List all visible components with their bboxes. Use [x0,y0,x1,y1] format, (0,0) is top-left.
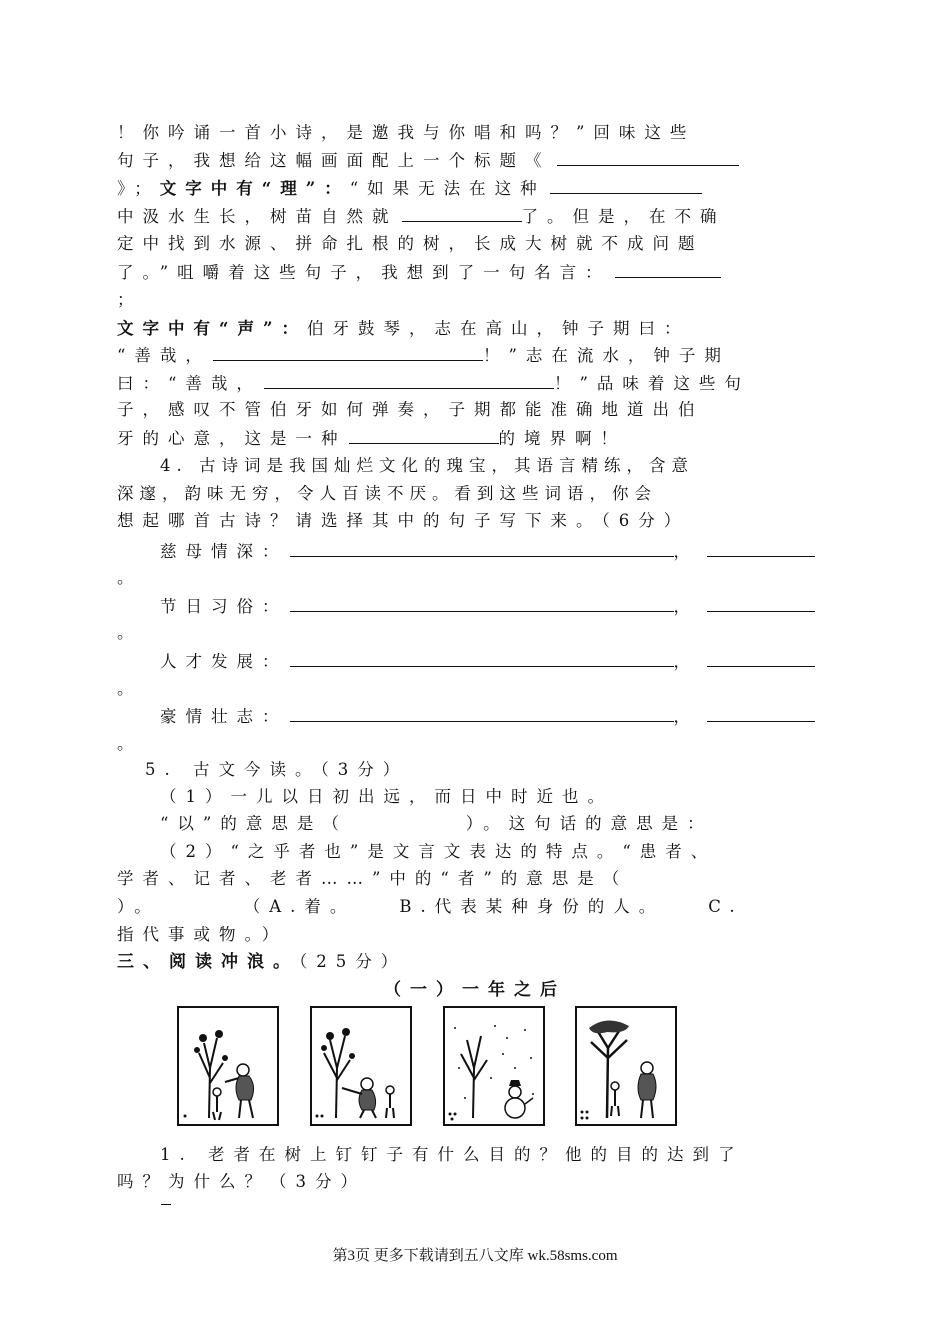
text-line: 子，感叹不管伯牙如何弹奏，子期都能准确地道出伯 [117,400,704,419]
poem-answer-row: 豪情壮志： ， [160,703,835,729]
question-4-text: 4. 古诗词是我国灿烂文化的瑰宝，其语言精练，含意 [160,456,694,475]
answer-blank[interactable] [615,259,721,278]
answer-blank[interactable] [707,703,815,722]
cartoon-panel-1 [177,1006,279,1126]
text-line: 学者、记者、老者……”中的“者”的意思是（ [117,869,629,888]
text-line: 文字中有“声”：伯牙鼓琴，志在高山，钟子期曰： [117,319,690,338]
text-line: ）。 （A.着。 B.代表某种身份的人。 C. [117,897,744,916]
answer-blank[interactable] [707,593,815,612]
text-line: 。 [117,623,143,642]
grown-tree-illustration [577,1008,675,1124]
text-line: “善哉， ！”志在流水，钟子期 [117,342,835,368]
reading-question-1: 1. 老者在树上钉钉子有什么目的？他的目的达到了 [160,1145,744,1164]
text-line: 了。”咀嚼着这些句子，我想到了一句名言： [117,259,835,285]
answer-blank[interactable] [707,538,815,557]
text-line: 牙的心意，这是一种 的境界啊！ [117,425,835,451]
answer-line-start [161,1204,171,1205]
text-line: 中汲水生长，树苗自然就 了。但是，在不确 [117,203,835,229]
cartoon-strip [177,1006,777,1126]
spring-tree-illustration [179,1008,277,1124]
answer-blank[interactable] [290,648,674,667]
winter-snowman-illustration [445,1008,543,1124]
answer-blank[interactable] [550,175,702,194]
answer-blank[interactable] [349,425,499,444]
cartoon-panel-2 [310,1006,412,1126]
story-title: （一）一年之后 [384,980,566,1000]
text-line: 定中找到水源、拼命扎根的树，长成大树就不成问题 [117,234,704,253]
answer-blank[interactable] [213,342,483,361]
answer-blank[interactable] [290,593,674,612]
text-line: （1）一儿以日初出远，而日中时近也。 [160,787,613,806]
section-3-heading: 三、阅读冲浪。（25分） [117,952,407,972]
text-line: 指代事或物。） [117,925,288,944]
answer-blank[interactable] [290,703,674,722]
text-line: ； [117,290,143,309]
text-line: 。 [117,568,143,587]
text-line: 。 [117,679,143,698]
poem-answer-row: 节日习俗： ， [160,593,835,619]
text-line: 想起哪首古诗？请选择其中的句子写下来。（6分） [117,511,690,530]
cartoon-panel-3 [443,1006,545,1126]
text-line: 句子，我想给这幅画面配上一个标题《 [117,147,835,173]
page-footer: 第3页 更多下载请到五八文库 wk.58sms.com [332,1248,618,1264]
text-line: 吗？为什么？（3分） [117,1172,366,1191]
text-line: （2）“之乎者也”是文言文表达的特点。“患者、 [160,842,717,861]
text-line: 深邃，韵味无穷，令人百读不厌。看到这些词语，你会 [117,484,657,503]
text-line: 曰：“善哉， ！”品味着这些句 [117,370,835,396]
cartoon-panel-4 [575,1006,677,1126]
question-5-title: 5. 古文今读。（3分） [145,760,409,779]
poem-answer-row: 慈母情深： ， [160,538,835,564]
text-line: 》；文字中有“理”：“如果无法在这种 [117,175,835,201]
answer-blank[interactable] [264,370,554,389]
text-line: “以”的意思是（ ）。这句话的意思是： [160,814,713,833]
poem-answer-row: 人才发展： ， [160,648,835,674]
text-line: ！你吟诵一首小诗，是邀我与你唱和吗？”回味这些 [117,123,696,142]
answer-blank[interactable] [290,538,674,557]
answer-blank[interactable] [707,648,815,667]
answer-blank[interactable] [402,203,522,222]
answer-blank[interactable] [557,147,739,166]
text-line: 。 [117,734,143,753]
nail-tree-illustration [312,1008,410,1124]
